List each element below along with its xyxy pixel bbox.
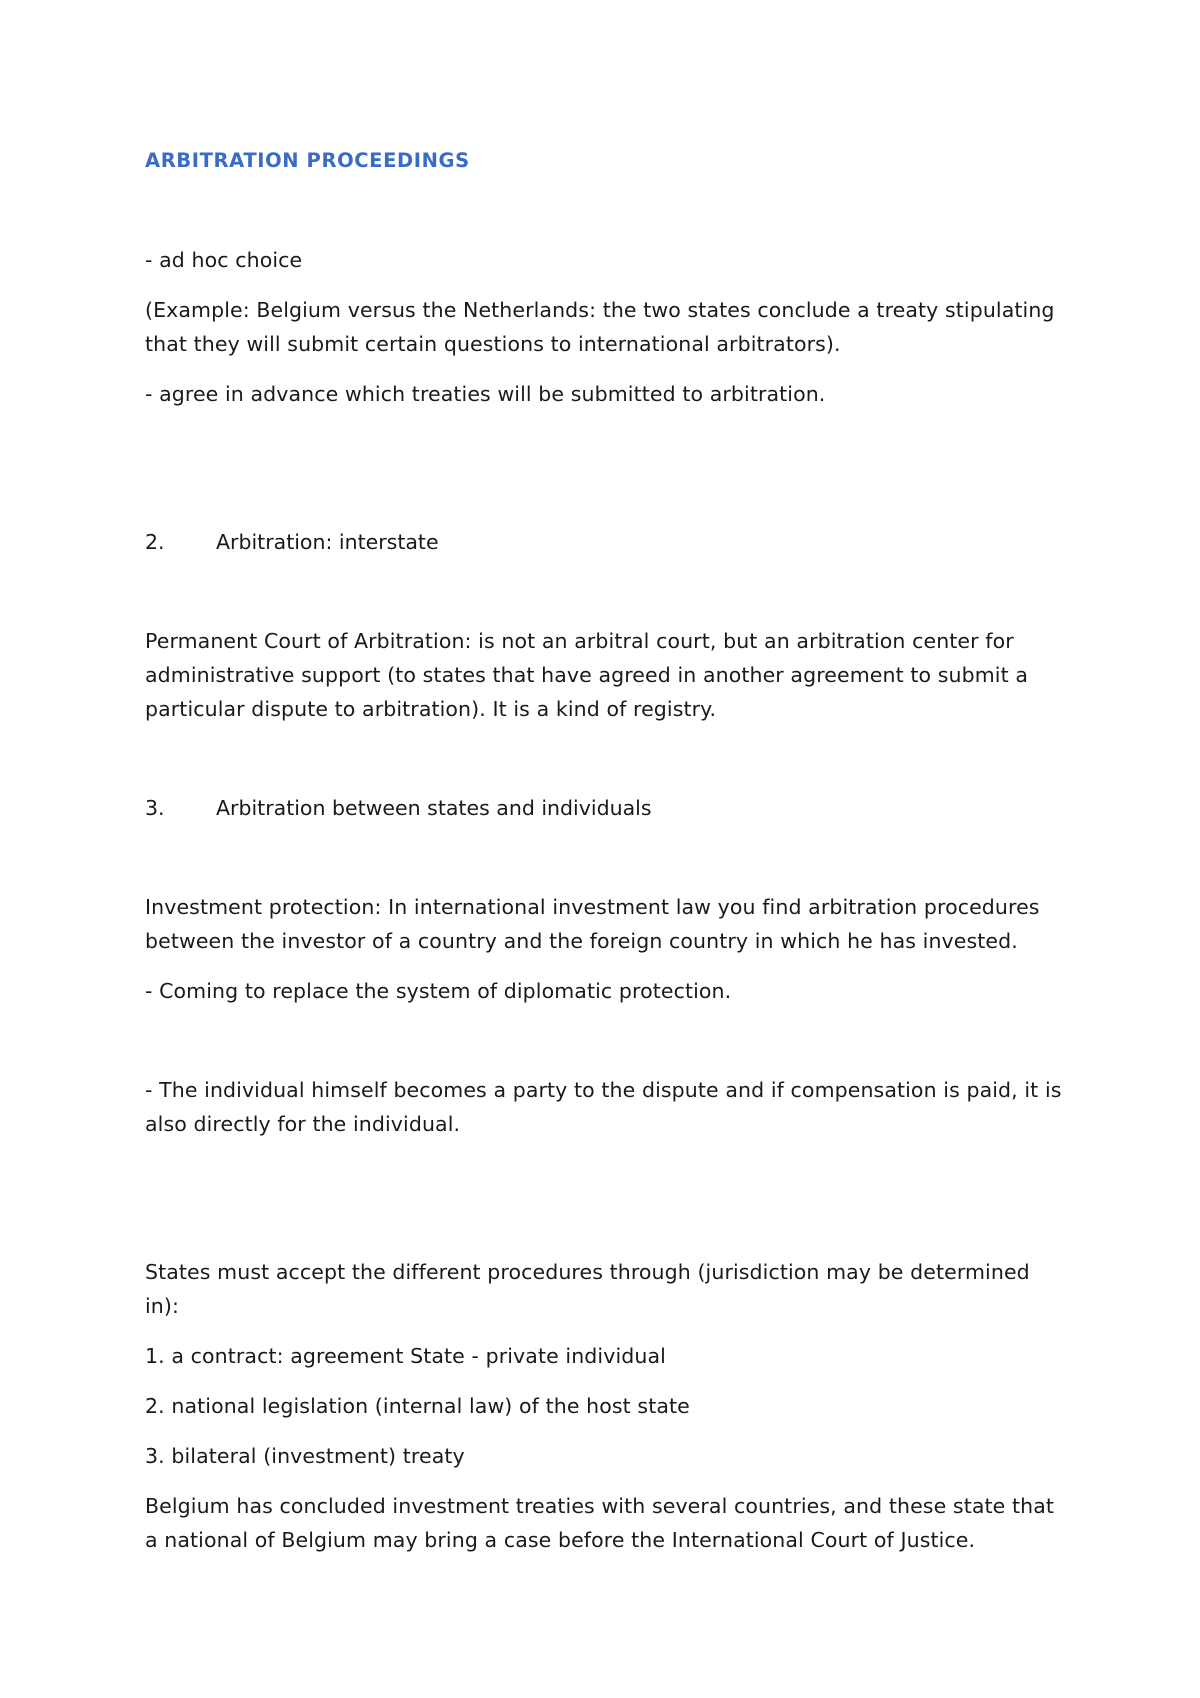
paragraph-line: - ad hoc choice [145,248,303,272]
section-heading: Arbitration between states and individuals [216,796,652,820]
section-heading: Arbitration: interstate [216,530,439,554]
list-item: 1. a contract: agreement State - private individual [145,1344,666,1368]
list-item: 3. bilateral (investment) treaty [145,1444,465,1468]
paragraph-line: Permanent Court of Arbitration: is not an arbitral court, but an arbitration center for [145,629,1014,653]
paragraph-line: also directly for the individual. [145,1112,461,1136]
paragraph-line: particular dispute to arbitration). It is a kind of registry. [145,697,717,721]
paragraph-line: (Example: Belgium versus the Netherlands: the two states conclude a treaty stipulating [145,298,1055,322]
paragraph-line: in): [145,1294,179,1318]
paragraph-line: that they will submit certain questions to international arbitrators). [145,332,841,356]
paragraph-line: - Coming to replace the system of diplomatic protection. [145,979,732,1003]
paragraph-line: Belgium has concluded investment treaties with several countries, and these state that [145,1494,1054,1518]
page-title: ARBITRATION PROCEEDINGS [145,149,470,172]
section-number: 2. [145,530,165,554]
list-item: 2. national legislation (internal law) of the host state [145,1394,690,1418]
paragraph-line: administrative support (to states that have agreed in another agreement to submit a [145,663,1029,687]
paragraph-line: a national of Belgium may bring a case before the International Court of Justice. [145,1528,976,1552]
paragraph-line: - agree in advance which treaties will be submitted to arbitration. [145,382,826,406]
paragraph-line: - The individual himself becomes a party to the dispute and if compensation is paid, it is [145,1078,1062,1102]
paragraph-line: States must accept the different procedures through (jurisdiction may be determined [145,1260,1030,1284]
section-number: 3. [145,796,165,820]
paragraph-line: Investment protection: In international investment law you find arbitration procedures [145,895,1040,919]
paragraph-line: between the investor of a country and the foreign country in which he has invested. [145,929,1018,953]
